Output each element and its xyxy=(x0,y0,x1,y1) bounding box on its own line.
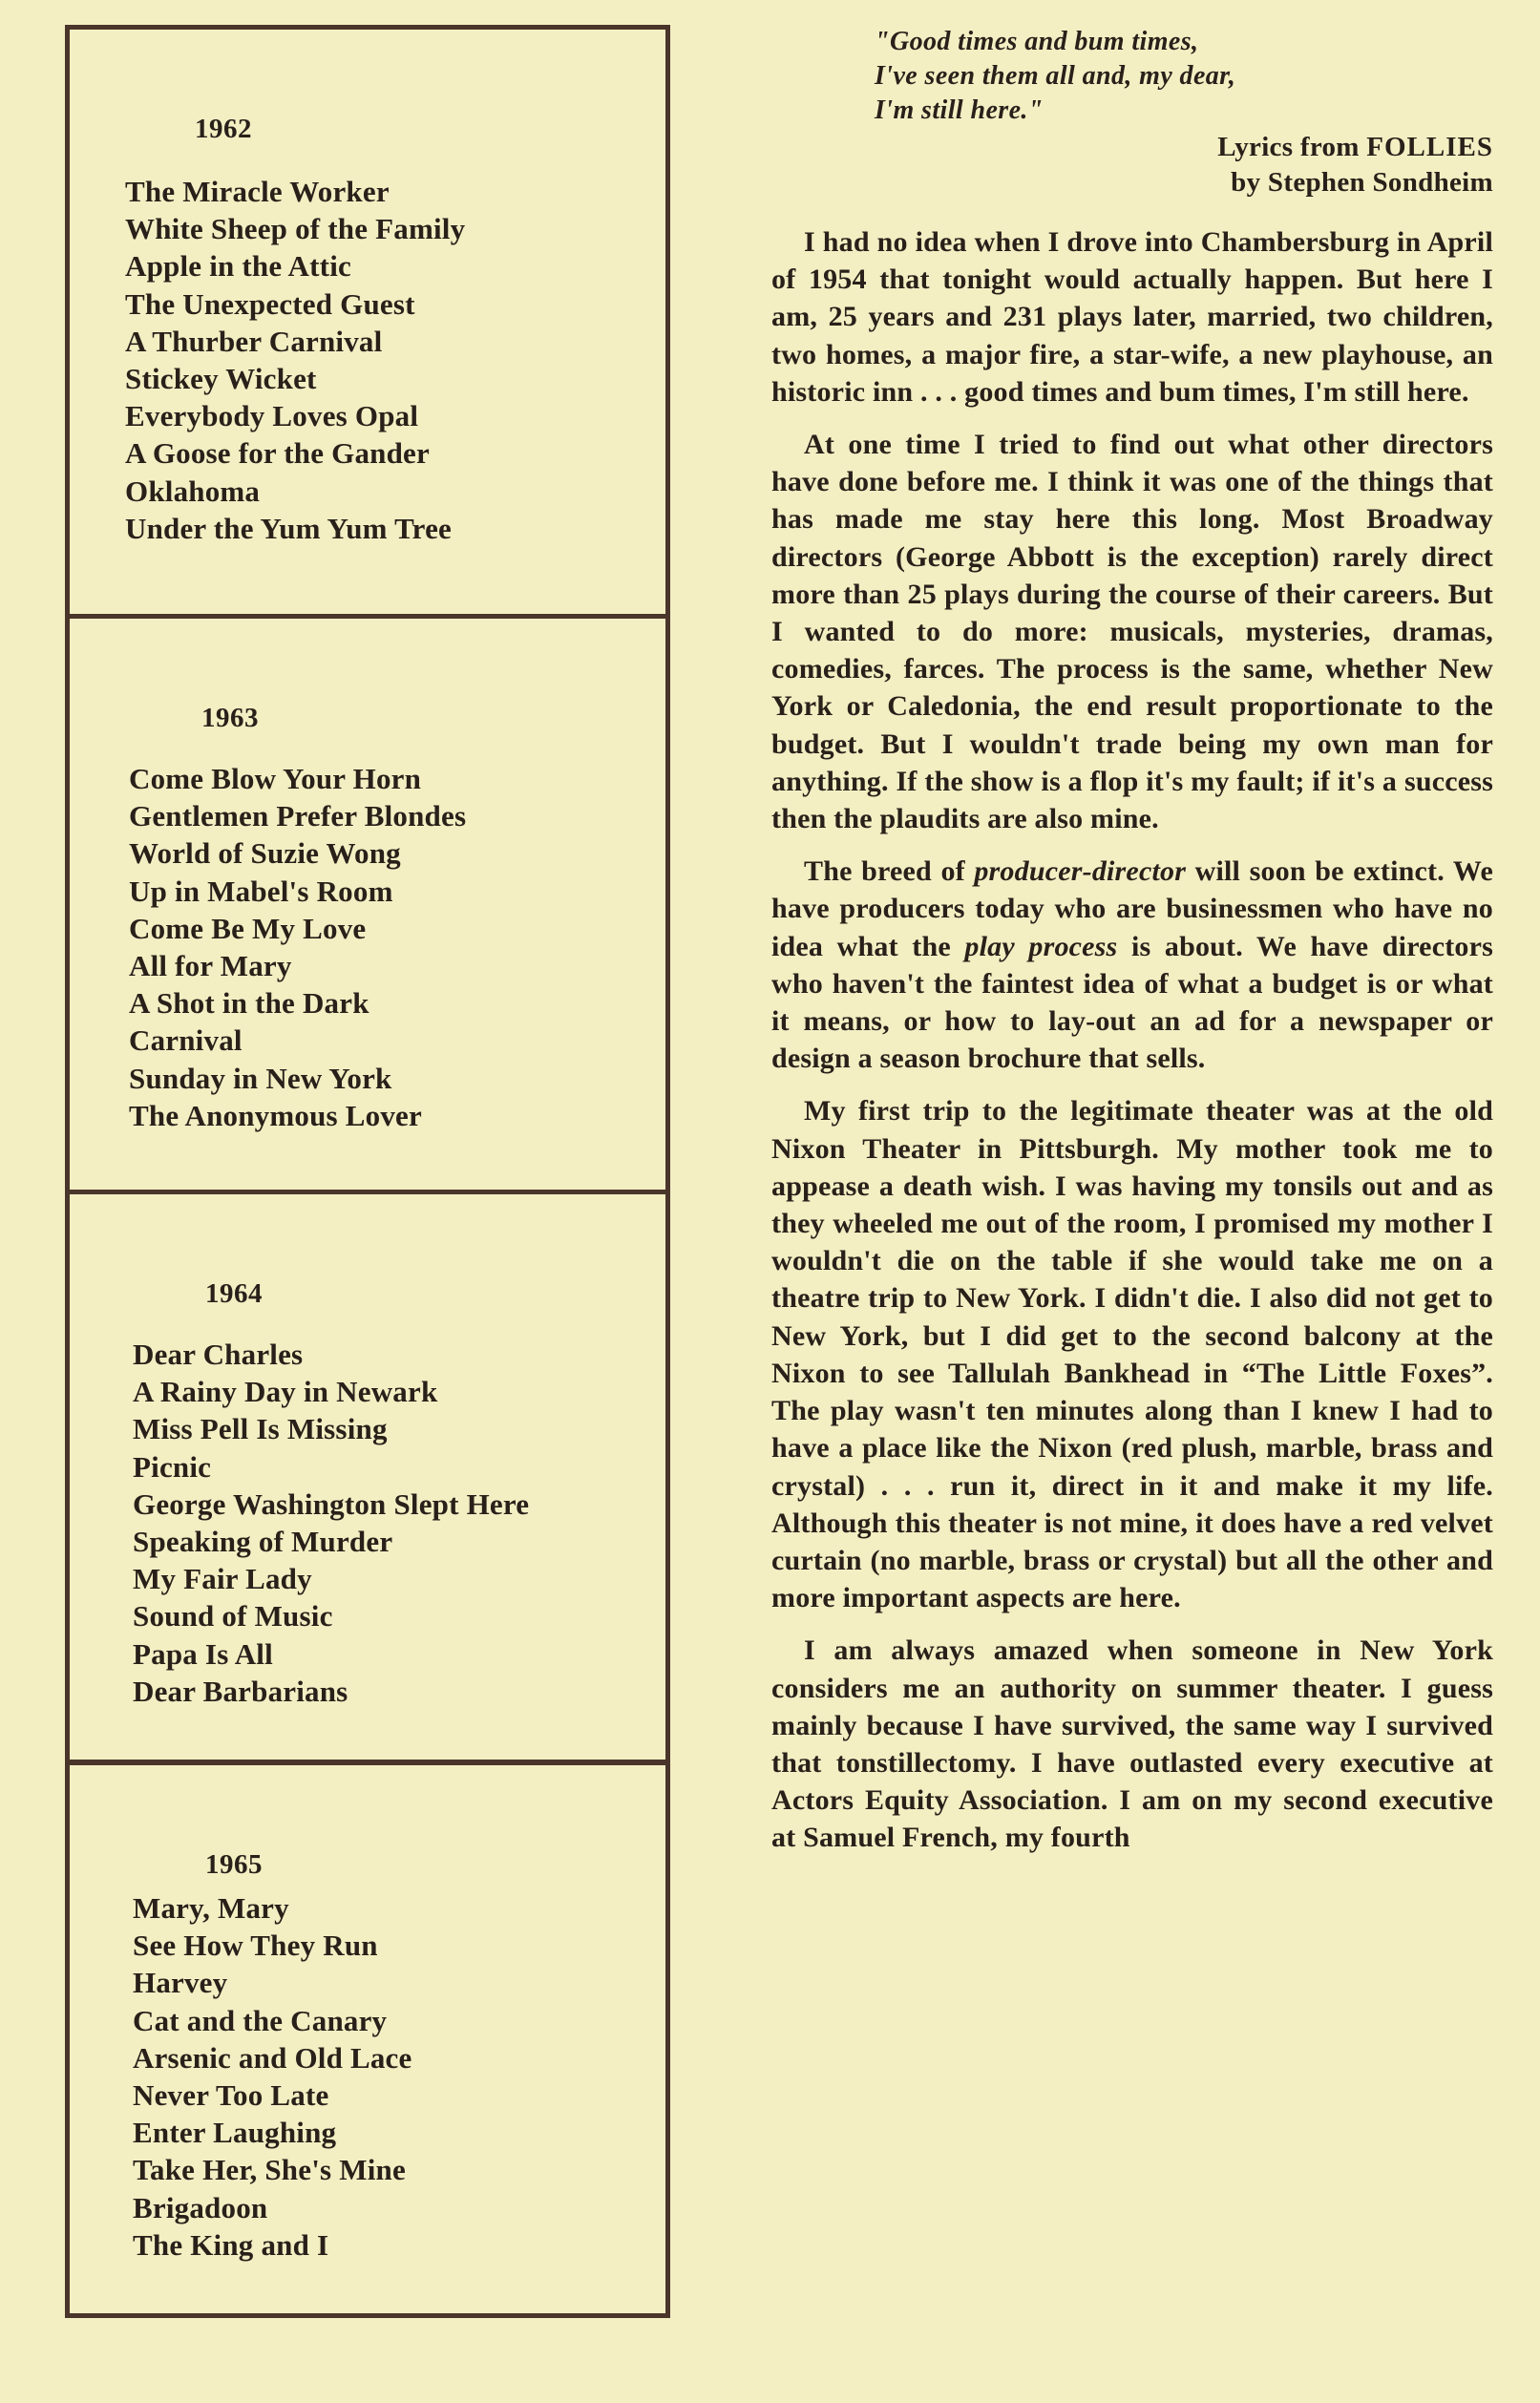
play-title: Never Too Late xyxy=(133,2078,329,2113)
season-year: 1963 xyxy=(201,703,259,733)
attribution-source xyxy=(771,130,1493,165)
text-run: The breed of xyxy=(804,855,975,888)
play-title: Sound of Music xyxy=(133,1599,333,1634)
play-title: A Rainy Day in Newark xyxy=(133,1375,438,1409)
play-title: Up in Mabel's Room xyxy=(129,874,393,908)
season-lists xyxy=(65,25,674,2318)
play-title: Miss Pell Is Missing xyxy=(133,1412,388,1446)
play-title: A Thurber Carnival xyxy=(125,324,383,358)
attribution-prefix: Lyrics from xyxy=(1217,132,1367,162)
attribution-author: by Stephen Sondheim xyxy=(1231,167,1493,198)
play-list xyxy=(125,173,465,547)
play-title: A Shot in the Dark xyxy=(129,986,369,1021)
play-title: Under the Yum Yum Tree xyxy=(125,511,452,545)
epigraph-quote xyxy=(875,25,1497,128)
play-title: The Anonymous Lover xyxy=(129,1098,422,1132)
play-title: Sunday in New York xyxy=(129,1061,392,1095)
season-box-1963 xyxy=(65,614,670,1194)
play-title: Carnival xyxy=(129,1023,243,1058)
epigraph-line: I'm still here." xyxy=(875,95,1044,125)
attribution-show: FOLLIES xyxy=(1366,132,1493,162)
play-title: Come Blow Your Horn xyxy=(129,762,422,795)
play-title: Take Her, She's Mine xyxy=(133,2153,406,2187)
play-title: Dear Barbarians xyxy=(133,1674,348,1708)
play-list xyxy=(129,760,466,1134)
play-title: My Fair Lady xyxy=(133,1562,312,1596)
text-run: will soon be extinct. We have producers today who are businessmen who have no idea what the xyxy=(771,855,1493,962)
article-paragraph xyxy=(771,853,1493,1077)
play-title: Cat and the Canary xyxy=(133,2003,388,2037)
epigraph-attribution xyxy=(771,130,1493,200)
play-title: The King and I xyxy=(133,2227,329,2262)
text-run: is about. We have directors who haven't the faintest idea of what a budget is or what it means, or how to lay-out an ad for a newspaper or design a season brochure that sells. xyxy=(771,930,1493,1075)
play-title: All for Mary xyxy=(129,949,292,983)
play-title: Apple in the Attic xyxy=(125,249,351,284)
play-title: Gentlemen Prefer Blondes xyxy=(129,799,467,833)
play-title: Dear Charles xyxy=(133,1338,304,1371)
play-title: World of Suzie Wong xyxy=(129,836,401,871)
play-title: Come Be My Love xyxy=(129,911,367,945)
play-title: Brigadoon xyxy=(133,2190,268,2224)
emphasis-producer-director: producer-director xyxy=(974,855,1187,888)
season-year: 1962 xyxy=(195,114,252,144)
article-paragraph: I am always amazed when someone in New York considers me an authority on summer theater. I guess mainly because I have survived, the same way I survived that tonstillectomy. I have outlasted every executive at Actors Equity Association. I am on my second executive at Samuel French, my fourth xyxy=(771,1634,1493,1854)
play-title: Oklahoma xyxy=(125,474,261,508)
play-title: Arsenic and Old Lace xyxy=(133,2040,412,2075)
season-box-1962 xyxy=(65,25,670,619)
play-title: Everybody Loves Opal xyxy=(125,399,419,433)
play-list xyxy=(133,1336,529,1710)
article-paragraph: I had no idea when I drove into Chambersburg in April of 1954 that tonight would actually happen. But here I am, 25 years and 231 plays later, married, two children, two homes, a major fire, a star-wife, a new playhouse, an historic inn . . . good times and bum times, I'm still here. xyxy=(771,226,1493,408)
play-title: Mary, Mary xyxy=(133,1891,289,1925)
season-box-1965 xyxy=(65,1760,670,2318)
season-year: 1964 xyxy=(205,1278,263,1309)
article-paragraph: At one time I tried to find out what other directors have done before me. I think it was one of the things that has made me stay here this long. Most Broadway directors (George Abbott is the exception) rarely direct more than 25 plays during the course of their careers. But I wanted to do more: musicals, mysteries, dramas, comedies, farces. The process is the same, whether New York or Caledonia, the end result proportionate to the budget. But I wouldn't trade being my own man for anything. If the show is a flop it's my fault; if it's a success then the plaudits are also mine. xyxy=(771,429,1493,835)
season-box-1964 xyxy=(65,1190,670,1764)
play-title: The Miracle Worker xyxy=(125,175,390,208)
play-title: A Goose for the Gander xyxy=(125,436,430,471)
play-title: Speaking of Murder xyxy=(133,1525,393,1559)
play-title: Enter Laughing xyxy=(133,2116,337,2150)
play-title: Harvey xyxy=(133,1966,228,2000)
play-title: George Washington Slept Here xyxy=(133,1486,530,1521)
play-title: The Unexpected Guest xyxy=(125,286,415,321)
epigraph-line: "Good times and bum times, xyxy=(875,27,1199,56)
article-column xyxy=(771,25,1497,1857)
play-title: White Sheep of the Family xyxy=(125,212,466,246)
play-title: See How They Run xyxy=(133,1929,378,1963)
play-title: Papa Is All xyxy=(133,1636,273,1671)
play-list xyxy=(133,1889,411,2264)
article-paragraph: My first trip to the legitimate theater was at the old Nixon Theater in Pittsburgh. My mother took me to appease a death wish. I was having my tonsils out and as they wheeled me out of the room, I promised my mother I wouldn't die on the table if she would take me on a theatre trip to New York. I didn't die. I also did not get to New York, but I did get to the second balcony at the Nixon to see Tallulah Bankhead in “The Little Foxes”. The play wasn't ten minutes along than I knew I had to have a place like the Nixon (red plush, marble, brass and crystal) . . . run it, direct in it and make it my life. Although this theater is not mine, it does have a red velvet curtain (no marble, brass or crystal) but all the other and more important aspects are here. xyxy=(771,1095,1493,1614)
epigraph-line: I've seen them all and, my dear, xyxy=(875,61,1236,91)
play-title: Picnic xyxy=(133,1449,212,1484)
play-title: Stickey Wicket xyxy=(125,362,317,396)
emphasis-play-process: play process xyxy=(964,930,1118,962)
season-year: 1965 xyxy=(205,1849,263,1880)
